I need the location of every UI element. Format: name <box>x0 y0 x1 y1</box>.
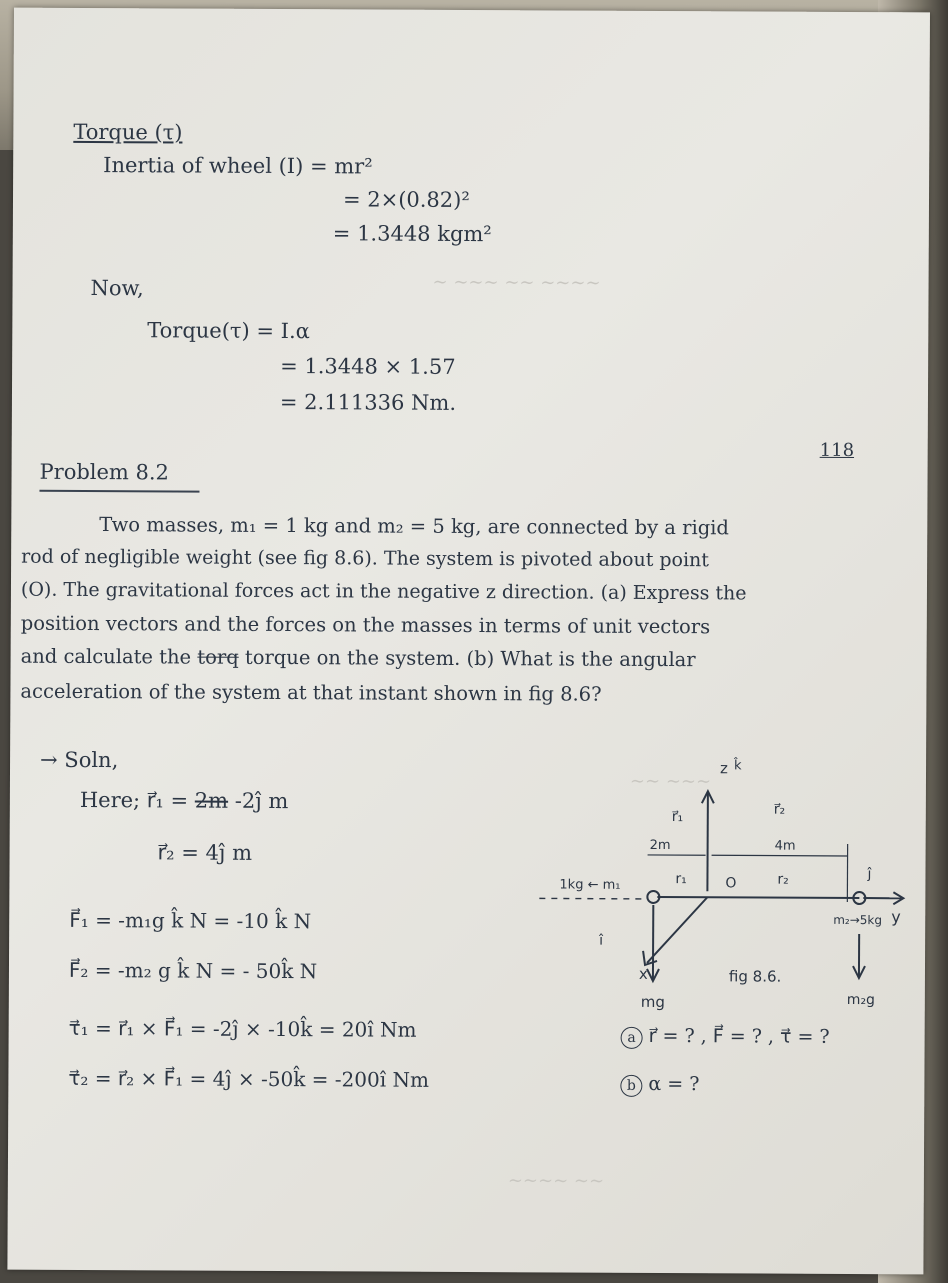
r2-line: r⃗₂ = 4ĵ m <box>157 840 253 865</box>
z-label: z <box>719 759 728 778</box>
x-label: x <box>638 964 648 983</box>
title-underline <box>39 490 199 493</box>
asked-part-b <box>620 1073 699 1097</box>
mg-right-label: m₂g <box>846 991 876 1009</box>
line-5-prefix: and calculate the <box>20 644 192 669</box>
struck-word: torq <box>197 645 239 669</box>
problem-line-6: acceleration of the system at that instant shown in fig 8.6? <box>20 679 602 706</box>
problem-line-1: Two masses, m₁ = 1 kg and m₂ = 5 kg, are connected by a rigid <box>99 513 729 540</box>
r1-prefix: Here; r⃗₁ = <box>79 787 189 813</box>
inertia-formula: Inertia of wheel (I) = mr² <box>103 153 373 179</box>
dist-4m: 4m <box>774 838 796 854</box>
f2-line: F⃗₂ = -m₂ g k̂ N = - 50k̂ N <box>68 957 318 984</box>
r2-vector-label: r⃗₂ <box>773 801 786 818</box>
asked-part-a <box>621 1025 830 1050</box>
solution-label: → Soln, <box>40 747 119 773</box>
y-label: y <box>891 907 901 927</box>
tau2-line: τ⃗₂ = r⃗₂ × F⃗₁ = 4ĵ × -50k̂ = -200î Nm <box>68 1065 430 1092</box>
m1-label: 1kg ← m₁ <box>559 877 621 893</box>
f1-line: F⃗₁ = -m₁g k̂ N = -10 k̂ N <box>69 907 312 934</box>
problem-line-4: position vectors and the forces on the masses in terms of unit vectors <box>20 611 711 639</box>
torque-heading: Torque (τ) <box>73 119 183 145</box>
dist-right-line <box>712 855 848 856</box>
bleed-through-mark: ~~~~ ~~ <box>507 1170 605 1192</box>
dist-2m: 2m <box>649 837 671 854</box>
r1-value: -2ĵ m <box>234 788 289 814</box>
r1-vector-label: r⃗₁ <box>671 809 684 826</box>
z-axis <box>707 793 708 891</box>
problem-line-2: rod of negligible weight (see fig 8.6). The system is pivoted about point <box>21 545 710 572</box>
bleed-through-mark: ~~ ~~~ <box>629 770 712 793</box>
m2-label: m₂→5kg <box>833 912 883 928</box>
bleed-through-mark: ~ ~~~ ~~ ~~~~ <box>432 271 601 294</box>
torque-formula: Torque(τ) = I.α <box>147 318 310 344</box>
j-unit-vector: ĵ <box>867 866 872 883</box>
origin-label: O <box>725 875 737 892</box>
page-number: 118 <box>819 439 855 462</box>
figure-8-6 <box>529 750 911 1052</box>
i-unit-vector: î <box>599 932 604 949</box>
problem-title: Problem 8.2 <box>39 459 170 485</box>
x-axis <box>647 897 707 963</box>
problem-line-5 <box>21 645 696 672</box>
problem-line-3: (O). The gravitational forces act in the negative z direction. (a) Express the <box>20 578 747 605</box>
tau1-line: τ⃗₁ = r⃗₁ × F⃗₁ = -2ĵ × -10k̂ = 20î Nm <box>68 1015 417 1042</box>
r1-label: r₁ <box>675 871 687 888</box>
mg-left-label: mg <box>640 992 665 1012</box>
dashed-axis <box>539 898 647 899</box>
rod <box>657 897 859 898</box>
torque-step-2: = 2.111336 Nm. <box>279 389 457 415</box>
notebook-page <box>7 8 930 1275</box>
part-b-marker: b <box>620 1075 642 1097</box>
torque-step-1: = 1.3448 × 1.57 <box>280 354 456 379</box>
now-label: Now, <box>90 276 144 301</box>
part-a-marker: a <box>621 1027 643 1049</box>
figure-caption: fig 8.6. <box>728 967 782 986</box>
z-unit-vector: k̂ <box>734 758 742 774</box>
r2-label: r₂ <box>777 871 789 888</box>
inertia-step-2: = 1.3448 kgm² <box>332 221 492 247</box>
r1-line <box>80 788 289 813</box>
r1-struck: 2m <box>194 788 229 813</box>
part-b-text: α = ? <box>648 1072 700 1096</box>
inertia-step-1: = 2×(0.82)² <box>342 187 470 212</box>
part-a-text: r⃗ = ? , F⃗ = ? , τ⃗ = ? <box>648 1024 830 1048</box>
line-5-suffix: torque on the system. (b) What is the angular <box>244 645 696 672</box>
